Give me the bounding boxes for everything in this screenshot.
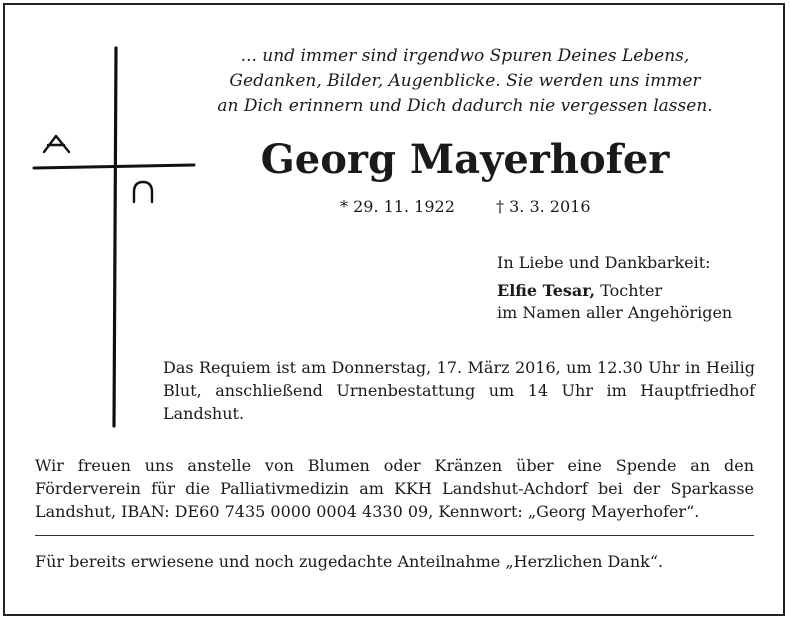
signoff-others: im Namen aller Angehörigen	[497, 303, 733, 322]
divider	[35, 535, 754, 536]
omega-icon	[134, 182, 152, 202]
alpha-icon	[44, 136, 69, 152]
memorial-quote	[170, 44, 760, 119]
quote-line: an Dich erinnern und Dich dadurch nie vergessen lassen.	[217, 96, 713, 116]
signer-relation: Tochter	[595, 281, 663, 300]
requiem-info: Das Requiem ist am Donnerstag, 17. März 2016, um 12.30 Uhr in Heilig Blut, anschließend Urnenbestattung um 14 Uhr im Hauptfriedhof Landshut.	[163, 358, 755, 423]
signer-line	[497, 280, 732, 302]
signoff-intro: In Liebe und Dankbarkeit:	[497, 253, 711, 272]
quote-line: Gedanken, Bilder, Augenblicke. Sie werden uns immer	[229, 71, 701, 91]
deceased-name: Georg Mayerhofer	[260, 136, 670, 183]
death-date: † 3. 3. 2016	[496, 197, 591, 216]
signoff-block	[497, 252, 732, 324]
signer-name: Elfie Tesar,	[497, 281, 596, 300]
birth-date: * 29. 11. 1922	[340, 197, 455, 216]
cross-vertical-beam	[114, 48, 116, 426]
closing-thanks: Für bereits erwiesene und noch zugedachte Anteilnahme „Herzlichen Dank“.	[35, 552, 664, 571]
donation-request: Wir freuen uns anstelle von Blumen oder Kränzen über eine Spende an den Förderverein für die Palliativmedizin am KKH Landshut-Achdorf bei der Sparkasse Landshut, IBAN: DE60 7435 0000 0004 4330 09, Kennwort: „Georg Mayerhofer“.	[35, 456, 754, 521]
quote-line: ... und immer sind irgendwo Spuren Deines Lebens,	[240, 46, 690, 66]
